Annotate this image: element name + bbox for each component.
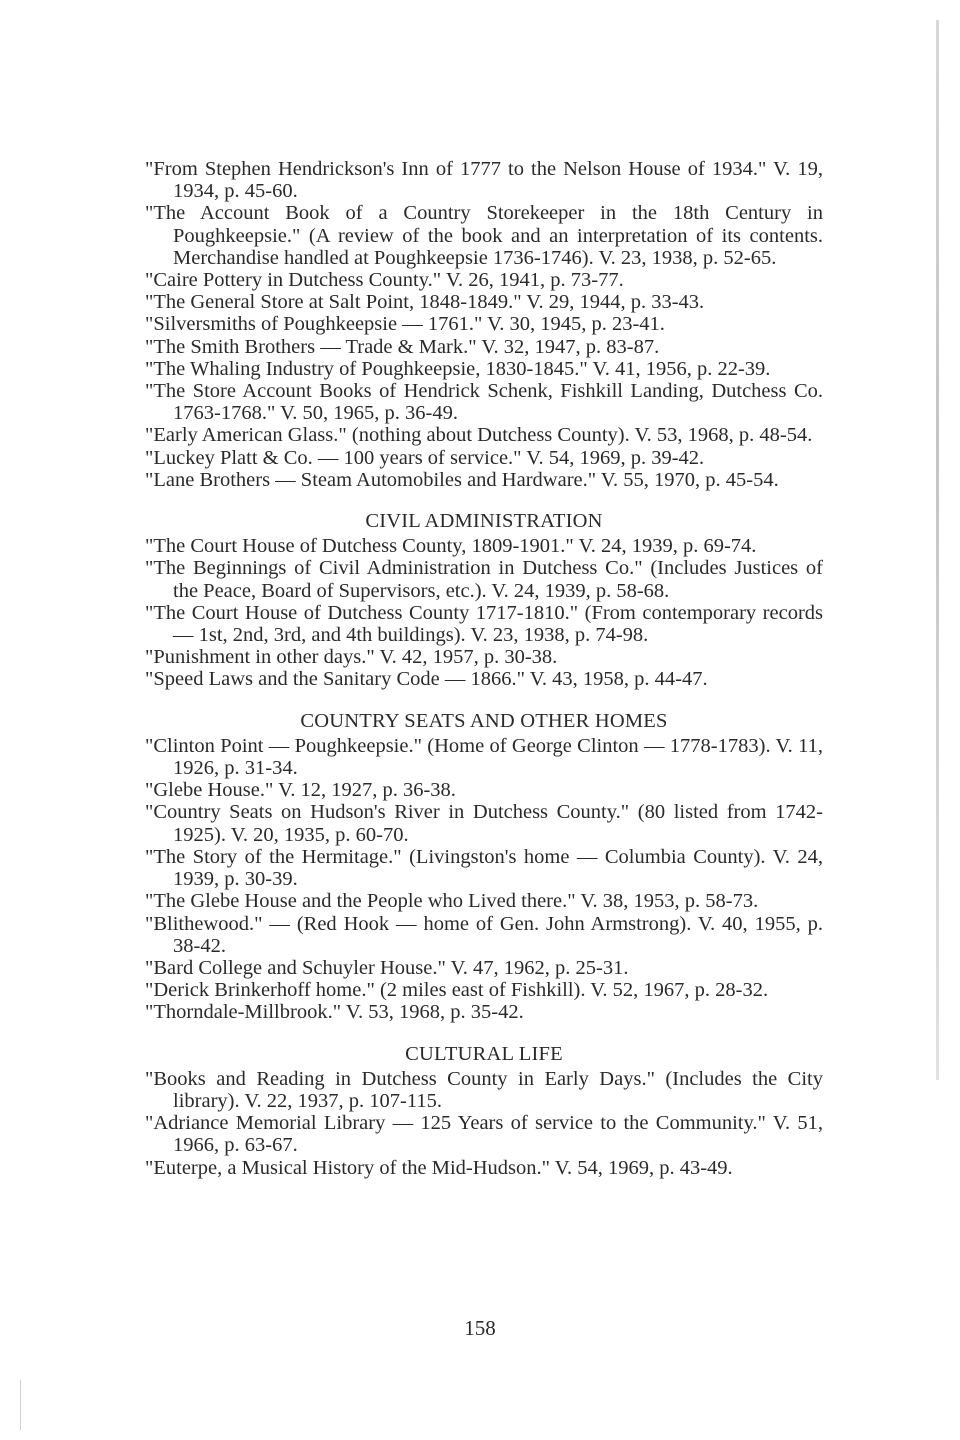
section-commerce-continued [145, 158, 823, 491]
bibliography-entry: "Country Seats on Hudson's River in Dutchess County." (80 listed from 1742-1925). V. 20, 1935, p. 60-70. [145, 801, 823, 846]
bibliography-entry: "The Store Account Books of Hendrick Schenk, Fishkill Landing, Dutchess Co. 1763-1768." V. 50, 1965, p. 36-49. [145, 380, 823, 425]
bibliography-entry: "Blithewood." — (Red Hook — home of Gen. John Armstrong). V. 40, 1955, p. 38-42. [145, 912, 823, 957]
bibliography-entry: "The Account Book of a Country Storekeeper in the 18th Century in Poughkeepsie." (A review of the book and an interpretation of its contents. Merchandise handled at Poughkeepsie 1736-1746). V. 23, 1938, p. 52-65. [145, 202, 823, 269]
bibliography-entry: "Early American Glass." (nothing about Dutchess County). V. 53, 1968, p. 48-54. [145, 424, 813, 447]
bibliography-entry: "The Whaling Industry of Poughkeepsie, 1830-1845." V. 41, 1956, p. 22-39. [145, 357, 771, 380]
bibliography-entry: "Bard College and Schuyler House." V. 47, 1962, p. 25-31. [145, 956, 629, 979]
scan-margin-mark [20, 1380, 21, 1430]
bibliography-entry: "From Stephen Hendrickson's Inn of 1777 to the Nelson House of 1934." V. 19, 1934, p. 45-60. [145, 158, 823, 203]
bibliography-entry: "Derick Brinkerhoff home." (2 miles east of Fishkill). V. 52, 1967, p. 28-32. [145, 979, 769, 1002]
bibliography-entry: "Euterpe, a Musical History of the Mid-Hudson." V. 54, 1969, p. 43-49. [145, 1156, 733, 1179]
bibliography-entry: "The Court House of Dutchess County 1717-1810." (From contemporary records — 1st, 2nd, 3rd, and 4th buildings). V. 23, 1938, p. 74-98. [145, 601, 823, 647]
bibliography-entry: "Luckey Platt & Co. — 100 years of service." V. 54, 1969, p. 39-42. [145, 446, 705, 469]
section-cultural-life [145, 1043, 823, 1179]
bibliography-entry: "The Court House of Dutchess County, 1809-1901." V. 24, 1939, p. 69-74. [145, 535, 757, 558]
section-civil-administration [145, 510, 823, 691]
bibliography-entry: "The General Store at Salt Point, 1848-1849." V. 29, 1944, p. 33-43. [145, 291, 705, 314]
bibliography-entry: "Thorndale-Millbrook." V. 53, 1968, p. 35-42. [145, 1001, 524, 1024]
section-country-seats [145, 710, 823, 1024]
bibliography-entry: "Glebe House." V. 12, 1927, p. 36-38. [145, 779, 456, 802]
bibliography-entry: "Caire Pottery in Dutchess County." V. 26, 1941, p. 73-77. [145, 269, 624, 292]
bibliography-entry: "The Story of the Hermitage." (Livingston's home — Columbia County). V. 24, 1939, p. 30-39. [145, 845, 823, 891]
bibliography-entry: "Adriance Memorial Library — 125 Years of service to the Community." V. 51, 1966, p. 63-67. [145, 1112, 823, 1157]
bibliography-entry: "Silversmiths of Poughkeepsie — 1761." V. 30, 1945, p. 23-41. [145, 313, 665, 336]
section-heading: CULTURAL LIFE [405, 1042, 563, 1065]
bibliography-entry: "The Glebe House and the People who Lived there." V. 38, 1953, p. 58-73. [145, 890, 759, 913]
scan-edge-shadow [936, 20, 939, 1080]
bibliography-entry: "Clinton Point — Poughkeepsie." (Home of George Clinton — 1778-1783). V. 11, 1926, p. 31-34. [145, 734, 823, 780]
bibliography-entry: "Books and Reading in Dutchess County in Early Days." (Includes the City library). V. 22, 1937, p. 107-115. [145, 1067, 823, 1112]
bibliography-entry: "Speed Laws and the Sanitary Code — 1866." V. 43, 1958, p. 44-47. [145, 668, 708, 691]
section-heading: CIVIL ADMINISTRATION [365, 510, 603, 533]
bibliography-entry: "Punishment in other days." V. 42, 1957, p. 30-38. [145, 646, 558, 669]
bibliography-entry: "The Smith Brothers — Trade & Mark." V. 32, 1947, p. 83-87. [145, 335, 660, 358]
bibliography-body [145, 158, 823, 1179]
section-heading: COUNTRY SEATS AND OTHER HOMES [300, 709, 668, 732]
page-number: 158 [464, 1316, 496, 1340]
bibliography-entry: "Lane Brothers — Steam Automobiles and Hardware." V. 55, 1970, p. 45-54. [145, 468, 779, 491]
bibliography-entry: "The Beginnings of Civil Administration in Dutchess Co." (Includes Justices of the Peace, Board of Supervisors, etc.). V. 24, 1939, p. 58-68. [145, 557, 823, 602]
